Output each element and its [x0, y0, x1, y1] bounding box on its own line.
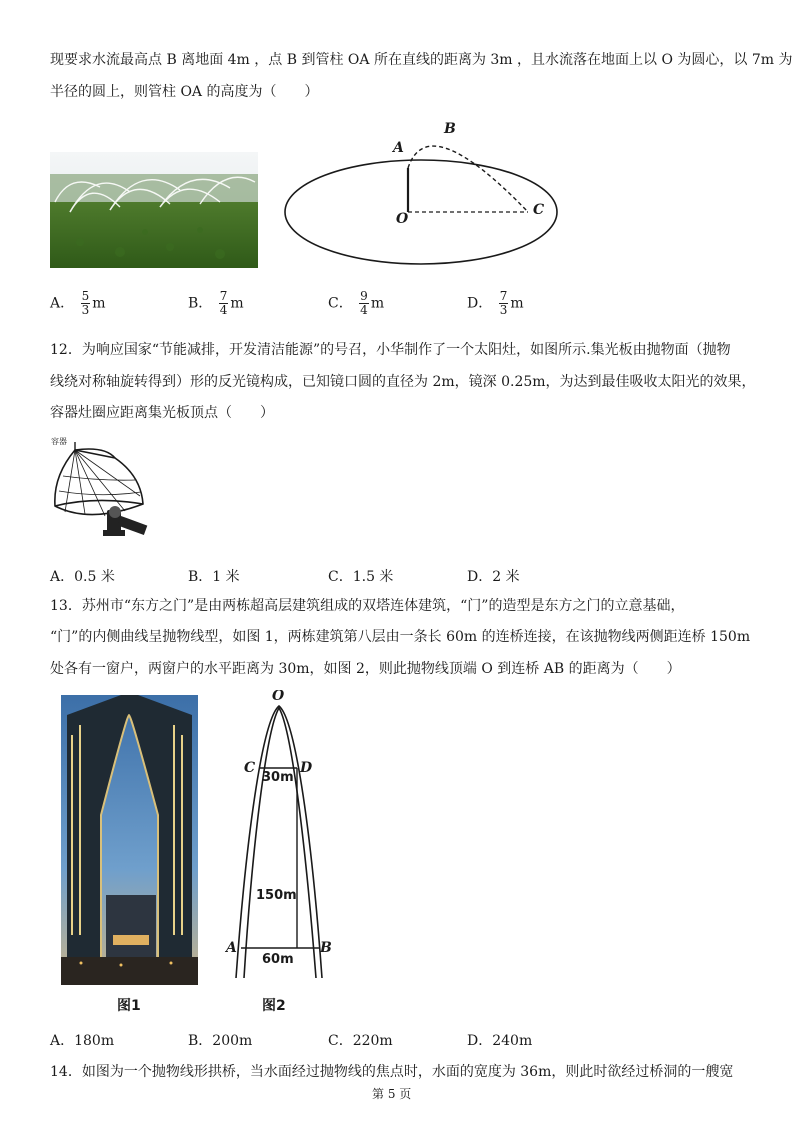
point-o-label: O	[396, 211, 409, 227]
point-b-label-q13: B	[320, 940, 332, 956]
vertex-o-label: O	[272, 690, 285, 704]
q12-text-line3: 容器灶圈应距离集光板顶点（ ）	[50, 405, 274, 421]
q12-choice-b[interactable]: B．1 米	[188, 569, 240, 585]
point-a-label-q13: A	[226, 940, 237, 956]
q13-parabola-figure	[222, 690, 350, 980]
q11-text-line1: 现要求水流最高点 B 离地面 4m ，点 B 到管柱 OA 所在直线的距离为 3m ，且水流落在地面上以 O 为圆心，以 7m 为	[50, 52, 793, 68]
container-label: 容器	[51, 437, 67, 446]
q12-text-line2: 线绕对称轴旋转得到）形的反光镜构成，已知镜口圆的直径为 2m，镜深 0.25m，为达到最佳吸收太阳光的效果，	[50, 374, 756, 390]
cd-length-label: 30m	[262, 770, 294, 785]
q12-choice-a[interactable]: A．0.5 米	[50, 569, 115, 585]
point-b-label: B	[444, 121, 456, 137]
fraction: $\frac{7}{3}$	[499, 289, 508, 317]
q14-text-line1: 14．如图为一个抛物线形拱桥，当水面经过抛物线的焦点时，水面的宽度为 36m，则此时欲经过桥洞的一艘宽	[50, 1064, 734, 1080]
height-label: 150m	[256, 888, 297, 903]
point-d-label: D	[300, 760, 313, 776]
choice-letter: B．	[188, 295, 213, 312]
q11-choice-b[interactable]: B． $\frac{7}{4}$ m	[188, 289, 244, 317]
q13-choice-a[interactable]: A．180m	[50, 1033, 115, 1049]
q11-ellipse-figure	[278, 118, 558, 268]
q12-choice-d[interactable]: D．2 米	[467, 569, 520, 585]
q13-text-line2: “门”的内侧曲线呈抛物线型，如图 1，两栋建筑第八层由一条长 60m 的连桥连接，在该抛物线两侧距连桥 150m	[50, 629, 751, 645]
q13-text-line3: 处各有一窗户，两窗户的水平距离为 30m，如图 2，则此抛物线顶端 O 到连桥 AB 的距离为（ ）	[50, 661, 681, 677]
solar-cooker-image	[45, 436, 160, 546]
q12-choice-c[interactable]: C．1.5 米	[328, 569, 394, 585]
page-number: 第 5 页	[372, 1087, 412, 1101]
ab-length-label: 60m	[262, 952, 294, 967]
q13-choice-c[interactable]: C．220m	[328, 1033, 393, 1049]
q11-choice-c[interactable]: C． $\frac{9}{4}$ m	[328, 289, 385, 317]
point-c-label-q13: C	[244, 760, 256, 776]
q13-text-line1: 13．苏州市“东方之门”是由两栋超高层建筑组成的双塔连体建筑，“门”的造型是东方之门的立意基础，	[50, 598, 685, 614]
q11-choice-a[interactable]: A． $\frac{5}{3}$ m	[50, 289, 106, 317]
point-c-label: C	[533, 202, 545, 218]
q12-text-line1: 12．为响应国家“节能减排，开发清洁能源”的号召，小华制作了一个太阳灶，如图所示.集光板由抛物面（抛物	[50, 342, 731, 358]
q11-text-line2: 半径的圆上，则管柱 OA 的高度为（ ）	[50, 84, 319, 100]
choice-letter: D．	[467, 295, 493, 312]
q13-choice-d[interactable]: D．240m	[467, 1033, 533, 1049]
choice-letter: C．	[328, 295, 353, 312]
choice-letter: A．	[50, 295, 75, 312]
q13-choice-b[interactable]: B．200m	[188, 1033, 253, 1049]
figure2-caption: 图2	[262, 998, 286, 1014]
gate-of-orient-photo	[61, 695, 198, 985]
fraction: $\frac{7}{4}$	[219, 289, 228, 317]
fraction: $\frac{5}{3}$	[81, 289, 90, 317]
fraction: $\frac{9}{4}$	[360, 289, 368, 317]
sprinkler-photo	[50, 152, 258, 268]
figure1-caption: 图1	[117, 998, 141, 1014]
point-a-label: A	[393, 140, 404, 156]
q11-choice-d[interactable]: D． $\frac{7}{3}$ m	[467, 289, 524, 317]
